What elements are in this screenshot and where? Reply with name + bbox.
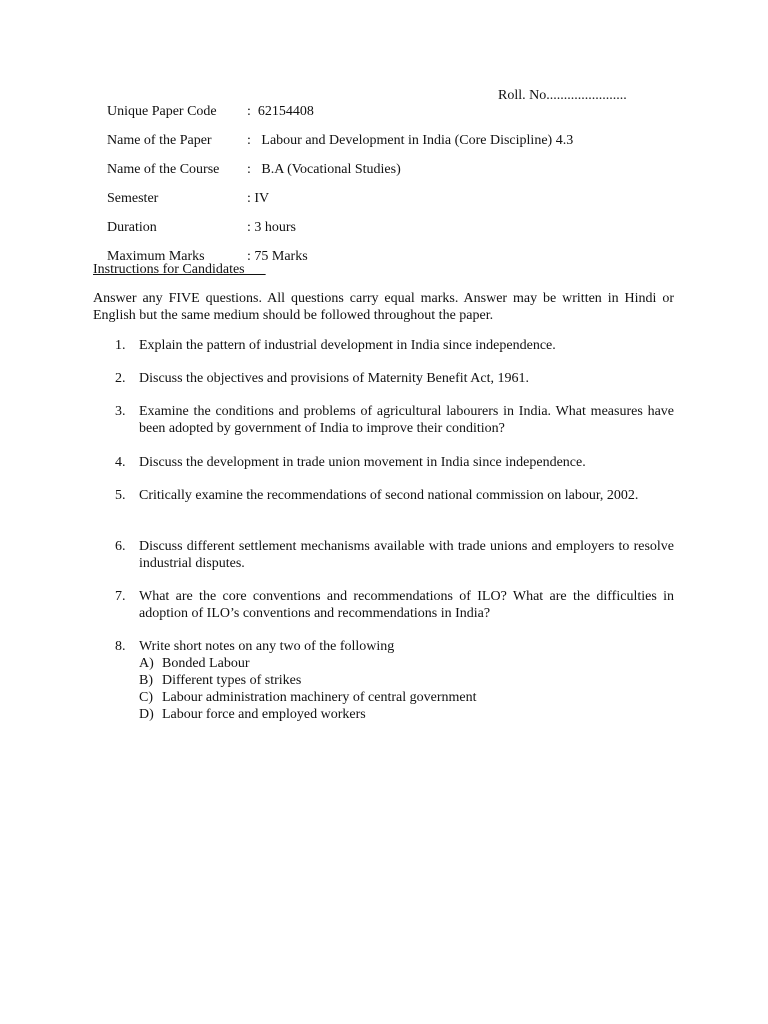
question-text: Examine the conditions and problems of agricultural labourers in India. What measures have been adopted by government of India to improve their condition?: [139, 404, 674, 436]
question-number: 1.: [115, 338, 126, 353]
semester-label: Semester: [107, 191, 159, 206]
marks-value: : 75 Marks: [247, 249, 308, 264]
paper-code-value: : 62154408: [247, 104, 314, 119]
sub-question-list: [139, 655, 674, 723]
question-2: [93, 370, 674, 387]
question-text: What are the core conventions and recommendations of ILO? What are the difficulties in adoption of ILO’s conventions and recommendations in India?: [139, 589, 674, 621]
instructions-text: Answer any FIVE questions. All questions carry equal marks. Answer may be written in Hindi or English but the same medium should be followed throughout the paper.: [93, 291, 674, 323]
question-text: Discuss different settlement mechanisms available with trade unions and employers to resolve industrial disputes.: [139, 539, 674, 571]
roll-number: Roll. No.......................: [498, 88, 627, 103]
question-text: Explain the pattern of industrial development in India since independence.: [139, 338, 556, 353]
question-1: [93, 337, 674, 354]
question-number: 5.: [115, 488, 126, 503]
course-value: : B.A (Vocational Studies): [247, 162, 401, 177]
sub-question-text: Labour force and employed workers: [162, 707, 366, 722]
paper-code-label: Unique Paper Code: [107, 104, 217, 119]
question-8: [93, 638, 674, 723]
question-5: [93, 487, 674, 504]
question-text: Discuss the objectives and provisions of Maternity Benefit Act, 1961.: [139, 371, 529, 386]
sub-question-text: Labour administration machinery of central government: [162, 690, 477, 705]
question-7: [93, 588, 674, 622]
duration-value: : 3 hours: [247, 220, 296, 235]
sub-question-c: [139, 689, 674, 706]
sub-question-letter: B): [139, 673, 153, 688]
question-3: [93, 403, 674, 437]
question-text: Critically examine the recommendations of second national commission on labour, 2002.: [139, 488, 639, 503]
question-text: Write short notes on any two of the following: [139, 639, 395, 654]
question-number: 4.: [115, 455, 126, 470]
question-6: [93, 538, 674, 572]
sub-question-text: Bonded Labour: [162, 656, 250, 671]
question-number: 6.: [115, 539, 126, 554]
paper-name-value: : Labour and Development in India (Core Discipline) 4.3: [247, 133, 574, 148]
course-label: Name of the Course: [107, 162, 220, 177]
question-number: 3.: [115, 404, 126, 419]
question-number: 7.: [115, 589, 126, 604]
semester-value: : IV: [247, 191, 270, 206]
sub-question-b: [139, 672, 674, 689]
question-4: [93, 454, 674, 471]
marks-label: Maximum Marks: [107, 249, 205, 264]
instructions-heading: Instructions for Candidates: [93, 262, 266, 277]
question-number: 8.: [115, 639, 126, 654]
duration-label: Duration: [107, 220, 157, 235]
sub-question-text: Different types of strikes: [162, 673, 302, 688]
paper-name-label: Name of the Paper: [107, 133, 212, 148]
sub-question-letter: C): [139, 690, 153, 705]
sub-question-letter: A): [139, 656, 154, 671]
sub-question-d: [139, 706, 674, 723]
question-text: Discuss the development in trade union movement in India since independence.: [139, 455, 586, 470]
sub-question-a: [139, 655, 674, 672]
question-number: 2.: [115, 371, 126, 386]
sub-question-letter: D): [139, 707, 154, 722]
